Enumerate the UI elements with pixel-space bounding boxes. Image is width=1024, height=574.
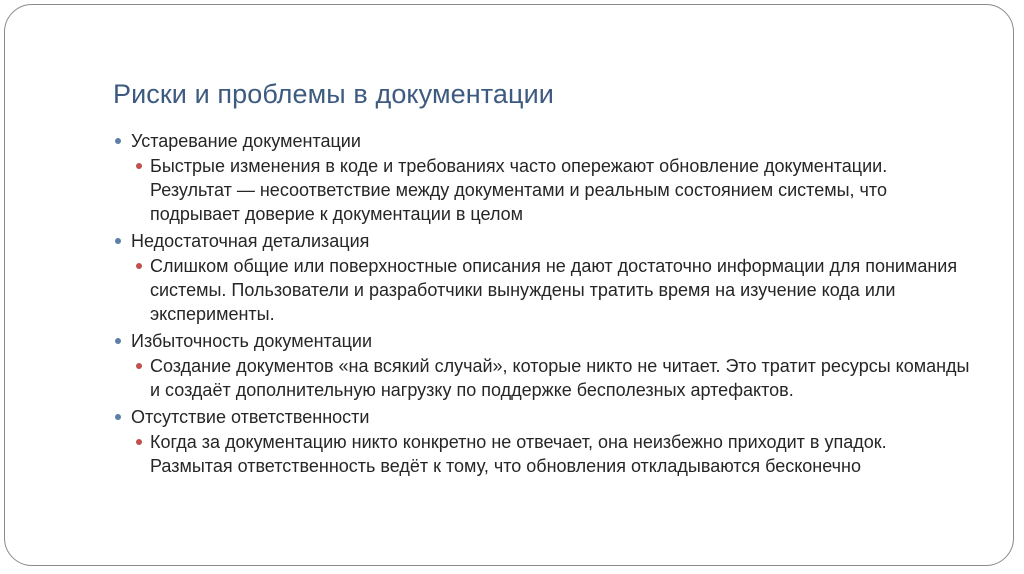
slide-title: Риски и проблемы в документации <box>113 79 554 109</box>
bullet-item-redundancy <box>113 329 993 353</box>
bullet-list <box>113 129 993 481</box>
sub-bullet-item-no-ownership <box>113 430 970 478</box>
bullet-heading: Отсутствие ответственности <box>131 407 370 427</box>
sub-bullet-dot-icon <box>136 439 142 445</box>
bullet-item-outdated <box>113 129 993 153</box>
sub-bullet-dot-icon <box>136 263 142 269</box>
bullet-heading: Устаревание документации <box>131 131 361 151</box>
sub-bullet-text: Создание документов «на всякий случай», которые никто не читает. Это тратит ресурсы команды и создаёт дополнительную нагрузку по поддержке бесполезных артефактов. <box>150 356 970 400</box>
sub-bullet-item-insufficient-detail <box>113 254 970 326</box>
bullet-heading: Избыточность документации <box>131 331 373 351</box>
sub-bullet-item-redundancy <box>113 354 970 402</box>
bullet-dot-icon <box>115 414 121 420</box>
bullet-dot-icon <box>115 338 121 344</box>
bullet-heading: Недостаточная детализация <box>131 231 370 251</box>
bullet-item-insufficient-detail <box>113 229 993 253</box>
sub-bullet-text: Быстрые изменения в коде и требованиях часто опережают обновление документации. Результат — несоответствие между документами и реальным состоянием системы, что подрывает доверие к документации в целом <box>150 156 888 224</box>
sub-bullet-text: Слишком общие или поверхностные описания не дают достаточно информации для понимания системы. Пользователи и разработчики вынуждены тратить время на изучение кода или эксперименты. <box>150 256 958 324</box>
sub-bullet-dot-icon <box>136 363 142 369</box>
sub-bullet-text: Когда за документацию никто конкретно не отвечает, она неизбежно приходит в упадок. Размытая ответственность ведёт к тому, что обновления откладываются бесконечно <box>150 432 887 476</box>
bullet-dot-icon <box>115 138 121 144</box>
bullet-dot-icon <box>115 238 121 244</box>
bullet-item-no-ownership <box>113 405 993 429</box>
slide-frame <box>4 4 1014 566</box>
sub-bullet-item-outdated <box>113 154 970 226</box>
sub-bullet-dot-icon <box>136 163 142 169</box>
